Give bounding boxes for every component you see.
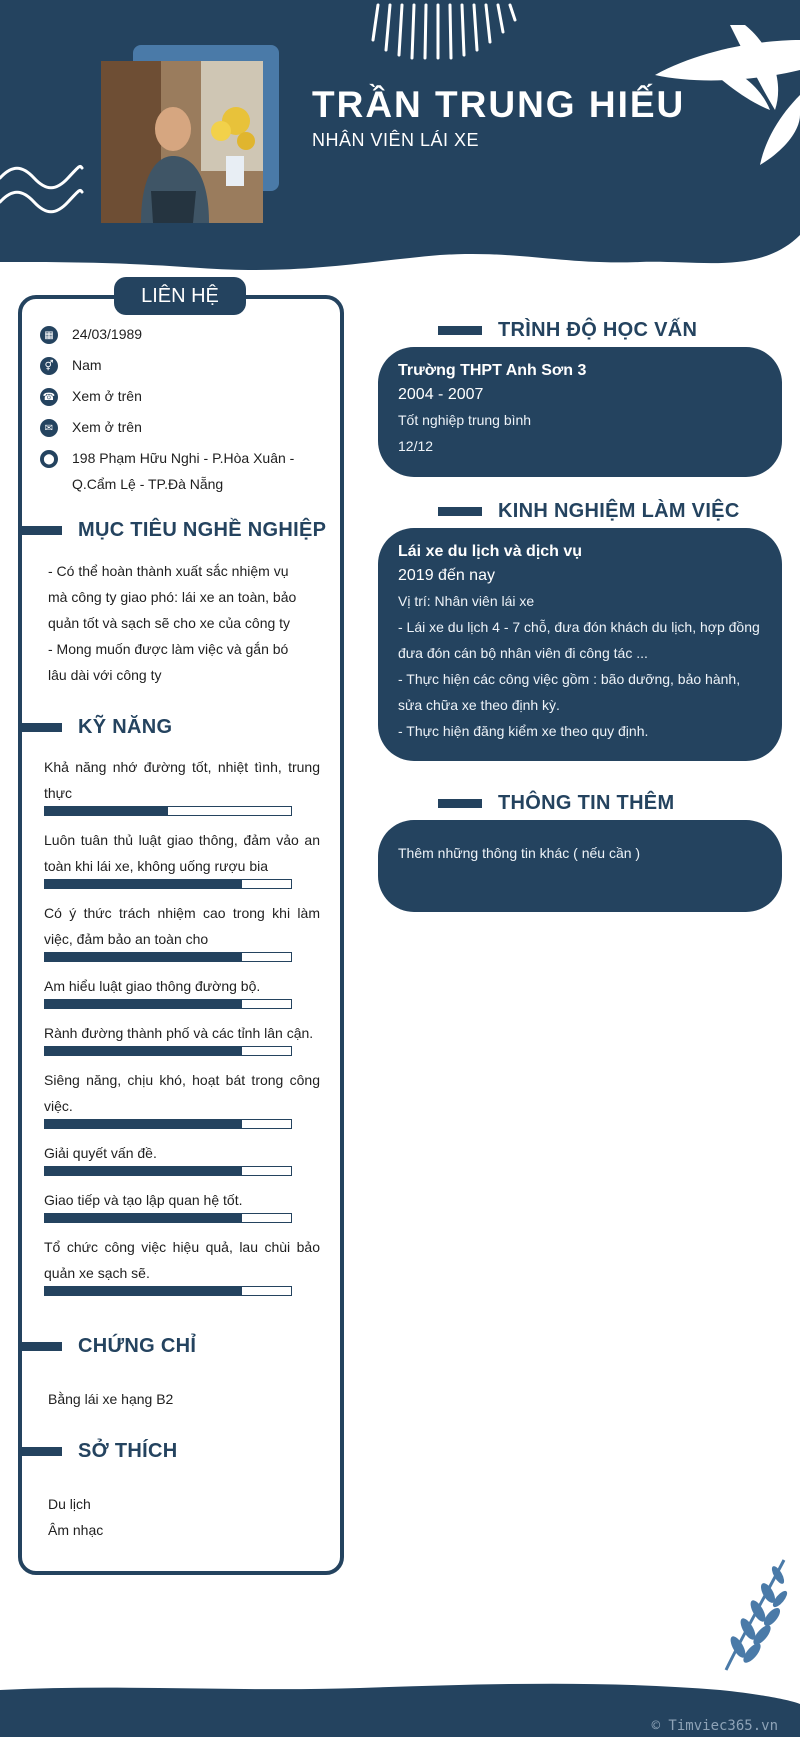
certificate-item: Bằng lái xe hạng B2 [48, 1391, 174, 1407]
skills-section-header [18, 716, 172, 739]
skill-item: Giao tiếp và tạo lập quan hệ tốt. [44, 1187, 320, 1223]
skill-level-fill [45, 880, 242, 888]
branch-decoration [718, 1555, 790, 1675]
objective-text: - Có thể hoàn thành xuất sắc nhiệm vụ mà công ty giao phó: lái xe an toàn, bảo quản tốt và sạch sẽ cho xe của công ty - Mong muốn được làm việc và gắn bó lâu dài với công ty [48, 563, 297, 683]
skill-level-bar [44, 1119, 292, 1129]
objective-section-header [18, 519, 326, 542]
company-name: Lái xe du lịch và dịch vụ [398, 543, 583, 560]
skill-item: Giải quyết vấn đề. [44, 1140, 320, 1176]
skill-level-bar [44, 1213, 292, 1223]
skills-heading: KỸ NĂNG [78, 716, 173, 738]
contact-phone: ☎ Xem ở trên [40, 387, 142, 409]
additional-card [378, 820, 782, 912]
experience-section-header [438, 500, 740, 523]
skill-item: Tổ chức công việc hiệu quả, lau chùi bảo quản xe sạch sẽ. [44, 1234, 320, 1296]
skill-level-bar [44, 952, 292, 962]
skill-level-bar [44, 1166, 292, 1176]
skill-level-bar [44, 1286, 292, 1296]
hobby-item: Du lịch [48, 1496, 91, 1512]
calendar-icon: ▦ [40, 326, 58, 344]
skill-item: Am hiểu luật giao thông đường bộ. [44, 973, 320, 1009]
skill-item: Rành đường thành phố và các tỉnh lân cận. [44, 1020, 320, 1056]
skill-level-fill [45, 1214, 242, 1222]
additional-section-header [438, 792, 674, 815]
phone-icon: ☎ [40, 388, 58, 406]
additional-heading: THÔNG TIN THÊM [498, 792, 675, 814]
location-icon: ⬤ [40, 450, 58, 468]
objective-heading: MỤC TIÊU NGHỀ NGHIỆP [78, 519, 327, 541]
experience-heading: KINH NGHIỆM LÀM VIỆC [498, 500, 740, 522]
skill-item: Luôn tuân thủ luật giao thông, đảm vảo an toàn khi lái xe, không uống rượu bia [44, 827, 320, 889]
experience-period: 2019 đến nay [398, 567, 495, 584]
profile-photo [101, 61, 263, 223]
certificates-section-header [18, 1335, 196, 1358]
skill-item: Siêng năng, chịu khó, hoạt bát trong công việc. [44, 1067, 320, 1129]
skill-level-fill [45, 807, 168, 815]
education-section-header [438, 319, 697, 342]
hobbies-heading: SỞ THÍCH [78, 1440, 178, 1462]
education-heading: TRÌNH ĐỘ HỌC VẤN [498, 319, 698, 341]
skill-level-fill [45, 1000, 242, 1008]
hobby-item: Âm nhạc [48, 1522, 104, 1538]
contact-heading: LIÊN HỆ [114, 277, 246, 315]
skill-level-fill [45, 1120, 242, 1128]
email-icon: ✉ [40, 419, 58, 437]
skill-level-bar [44, 879, 292, 889]
school-name: Trường THPT Anh Sơn 3 [398, 362, 587, 379]
gender-icon: ⚥ [40, 357, 58, 375]
contact-email: ✉ Xem ở trên [40, 418, 142, 440]
experience-card: Lái xe du lịch và dịch vụ 2019 đến nay Vị trí: Nhân viên lái xe - Lái xe du lịch 4 - 7 chỗ, đưa đón khách du lịch, hợp đồng đưa đón cán bộ nhân viên đi công tác ... - Thực hiện các công việc gồm : bão dưỡng, bảo hành, sửa chữa xe theo định kỳ. - Thực hiện đăng kiểm xe theo quy định. [378, 528, 782, 761]
contact-address: ⬤ 198 Phạm Hữu Nghi - P.Hòa Xuân - Q.Cẩm Lệ - TP.Đà Nẵng [40, 449, 294, 497]
contact-birthdate: ▦ 24/03/1989 [40, 325, 142, 347]
skill-level-bar [44, 806, 292, 816]
skill-level-bar [44, 999, 292, 1009]
watermark: © Timviec365.vn [651, 1718, 778, 1734]
skill-item: Có ý thức trách nhiệm cao trong khi làm việc, đảm bảo an toàn cho [44, 900, 320, 962]
skill-level-bar [44, 1046, 292, 1056]
skill-item: Khả năng nhớ đường tốt, nhiệt tình, trung thực [44, 754, 320, 816]
skill-level-fill [45, 1167, 242, 1175]
skill-level-fill [45, 953, 242, 961]
education-card [378, 347, 782, 477]
additional-text: Thêm những thông tin khác ( nếu cần ) [398, 845, 641, 861]
skill-level-fill [45, 1287, 242, 1295]
certificates-heading: CHỨNG CHỈ [78, 1335, 197, 1357]
skill-level-fill [45, 1047, 242, 1055]
candidate-name: TRẦN TRUNG HIẾU [312, 84, 686, 125]
hobbies-list [48, 1491, 103, 1543]
job-title: NHÂN VIÊN LÁI XE [312, 130, 480, 150]
education-grade: 12/12 [398, 438, 434, 454]
education-detail: Tốt nghiệp trung bình [398, 412, 532, 428]
contact-gender: ⚥ Nam [40, 356, 102, 378]
hobbies-section-header [18, 1440, 177, 1463]
education-period: 2004 - 2007 [398, 386, 484, 403]
